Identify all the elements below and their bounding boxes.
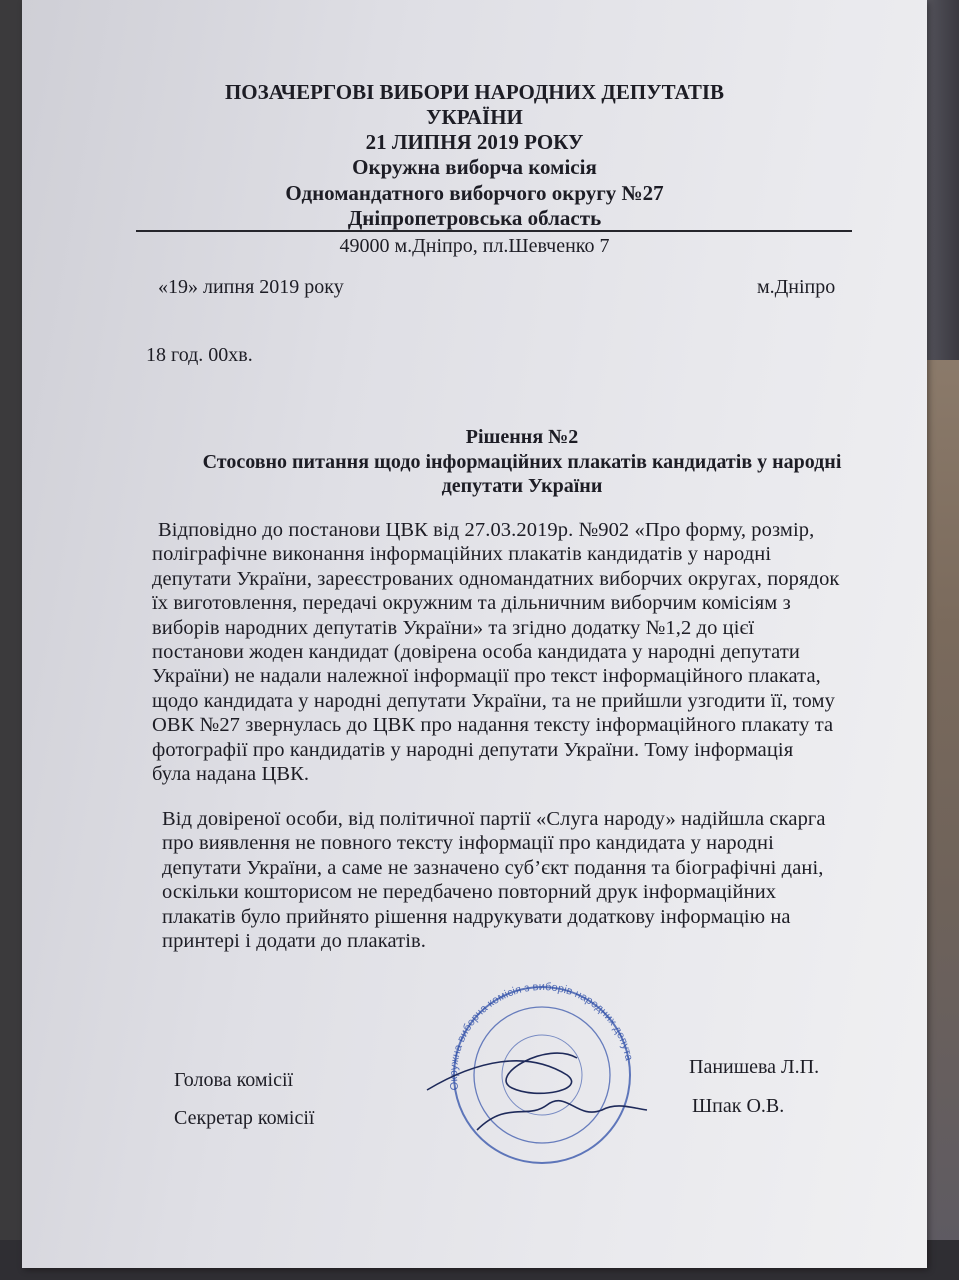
header-line-4: Окружна виборча комісія	[352, 155, 597, 179]
header-line-2: УКРАЇНИ	[426, 105, 523, 129]
paragraph-1-line: фотографії про кандидатів у народні депутати України. Тому інформація	[152, 738, 794, 761]
header-line-5: Одномандатного виборчого округу №27	[285, 181, 664, 205]
paragraph-1-line: ОВК №27 звернулась до ЦВК про надання тексту інформаційного плакату та	[152, 714, 834, 737]
paragraph-1-line: депутати України, зареєстрованих одномандатних виборчих округах, порядок	[152, 567, 840, 590]
header-line-1: ПОЗАЧЕРГОВІ ВИБОРИ НАРОДНИХ ДЕПУТАТІВ	[224, 80, 725, 104]
head-role: Голова комісії	[174, 1069, 294, 1091]
decision-subtitle-2: депутати України	[441, 475, 603, 497]
paragraph-1-line: Відповідно до постанови ЦВК від 27.03.2019р. №902 «Про форму, розмір,	[158, 519, 815, 541]
header-line-6: Дніпропетровська область	[347, 206, 602, 230]
document-sheet	[22, 0, 927, 1268]
header-line-3: 21 ЛИПНЯ 2019 РОКУ	[365, 130, 584, 154]
paragraph-1-line: щодо кандидата у народні депутати України, та не прийшли узгодити її, тому	[152, 689, 835, 712]
decision-title: Рішення №2	[465, 426, 579, 448]
paragraph-1-line: України) не надали належної інформації про текст інформаційного плаката,	[152, 665, 821, 688]
secretary-name: Шпак О.В.	[692, 1095, 785, 1117]
signature-secretary	[477, 1101, 647, 1130]
stamp-outer-text: Окружна виборча комісія з виборів народних депутатів	[447, 980, 635, 1091]
document-date: «19» липня 2019 року	[158, 276, 344, 298]
paragraph-2-line: про виявлення не повного тексту інформації про кандидата у народні	[162, 832, 774, 855]
document-time: 18 год. 00хв.	[146, 344, 253, 366]
paragraph-1-line: поліграфічне виконання інформаційних плакатів кандидатів у народні	[152, 543, 772, 566]
paragraph-2-line: оскільки кошторисом не передбачено повторний друк інформаційних	[162, 881, 777, 904]
secretary-role: Секретар комісії	[174, 1107, 315, 1129]
paragraph-1-line: їх виготовлення, передачі окружним та дільничним виборчим комісіям з	[152, 592, 791, 615]
document-city: м.Дніпро	[757, 276, 836, 298]
paragraph-2-line: принтері і додати до плакатів.	[162, 930, 427, 953]
paragraph-2-line: депутати України, а саме не зазначено суб’єкт подання та біографічні дані,	[162, 856, 824, 879]
paragraph-1-line: була надана ЦВК.	[152, 763, 310, 786]
header-divider	[136, 230, 852, 232]
decision-subtitle-1: Стосовно питання щодо інформаційних плакатів кандидатів у народні	[202, 451, 842, 473]
paragraph-1-line: постанови жоден кандидат (довірена особа кандидата у народні депутати	[152, 641, 800, 664]
head-name: Панишева Л.П.	[689, 1056, 820, 1078]
official-stamp	[417, 980, 667, 1170]
paragraph-2-line: Від довіреної особи, від політичної партії «Слуга народу» надійшла скарга	[162, 808, 826, 830]
paragraph-1-line: виборів народних депутатів України» та згідно додатку №1,2 до цієї	[152, 616, 755, 639]
paragraph-2-line: плакатів було прийнято рішення надрукувати додаткову інформацію на	[162, 905, 791, 928]
commission-address: 49000 м.Дніпро, пл.Шевченко 7	[339, 235, 610, 257]
paragraph-1	[152, 518, 839, 786]
paragraph-2	[162, 807, 826, 953]
